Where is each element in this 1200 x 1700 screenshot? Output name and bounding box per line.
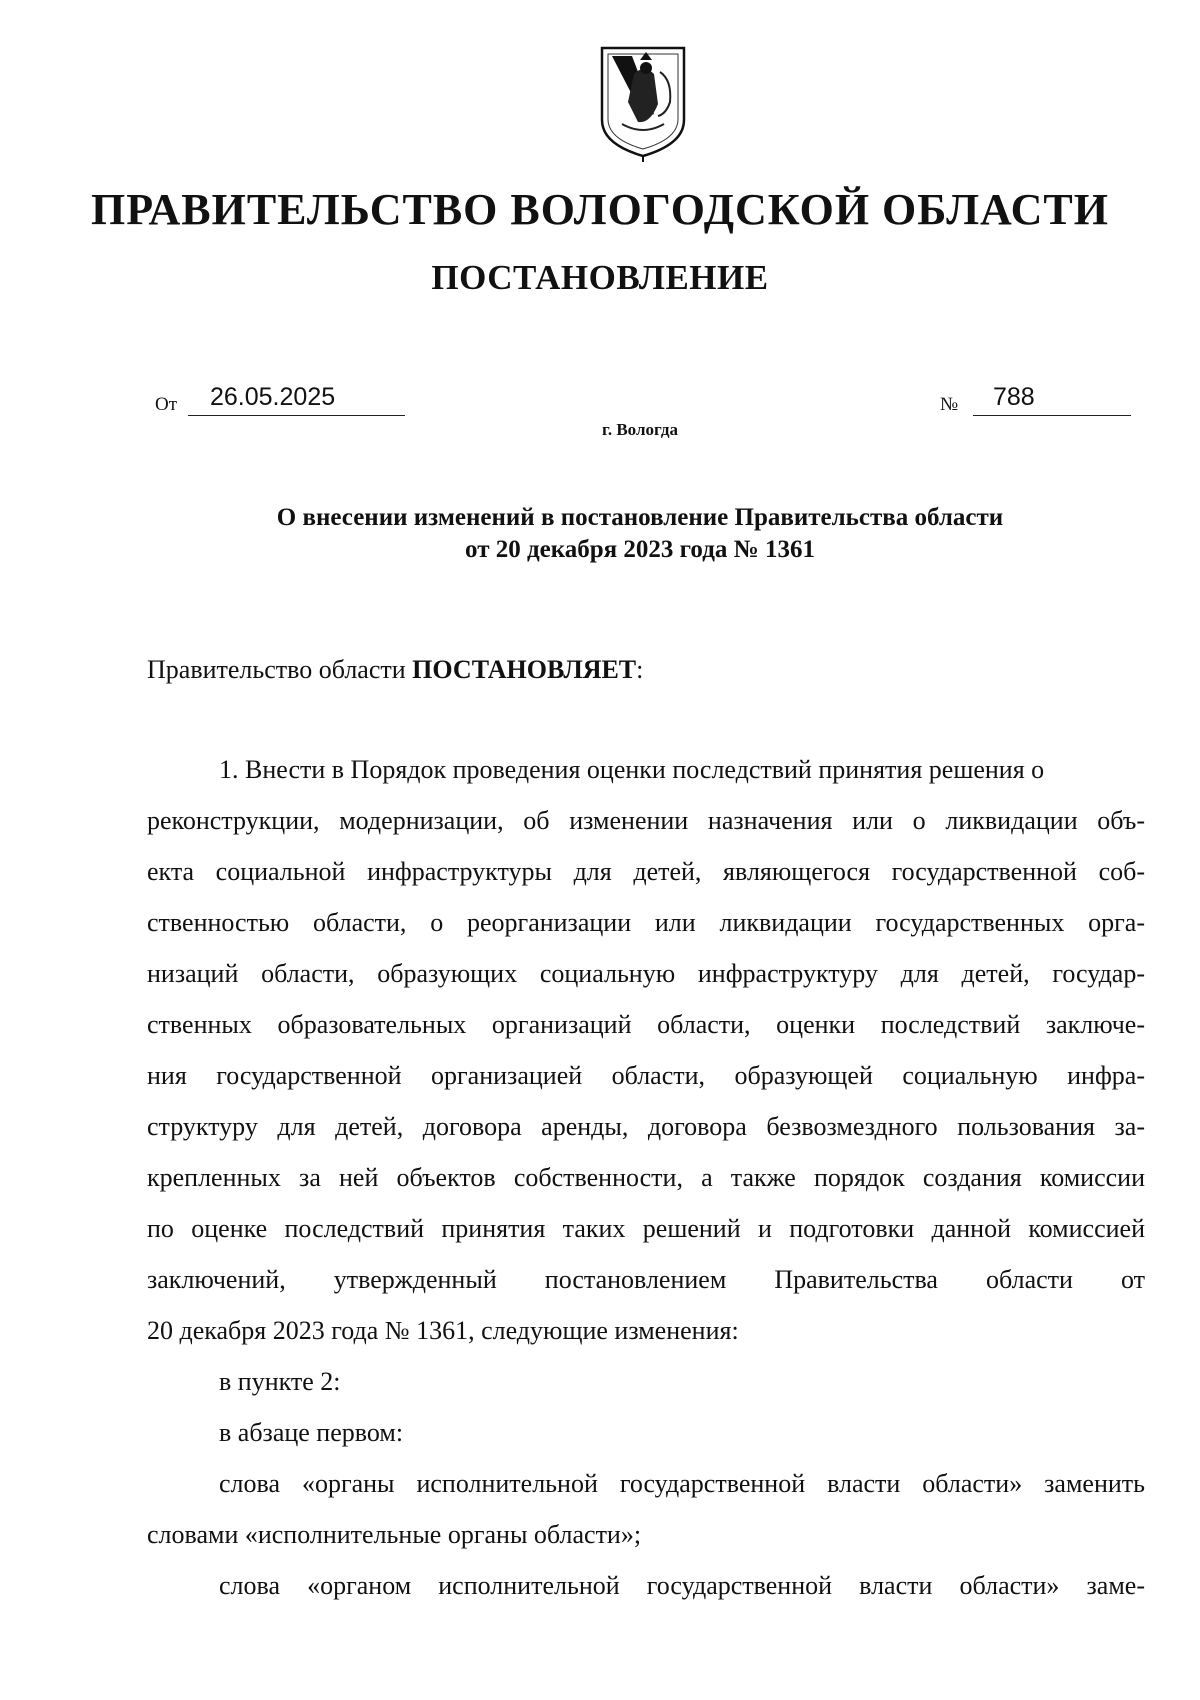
body-line: ственностью области, о реорганизации или ликвидации государственных орга- [147,908,1145,937]
number-prefix: № [940,394,959,415]
body-line: реконструкции, модернизации, об изменении назначения или о ликвидации объ- [147,806,1145,835]
preamble [147,655,643,685]
document-date: 26.05.2025 [210,383,336,411]
body-line: ственных образовательных организаций области, оценки последствий заключе- [147,1010,1145,1039]
body-line: екта социальной инфраструктуры для детей, являющегося государственной соб- [147,857,1145,886]
body-line: 20 декабря 2023 года № 1361, следующие изменения: [147,1316,739,1345]
preamble-decree-word: ПОСТАНОВЛЯЕТ [412,655,637,684]
body-line: низаций области, образующих социальную инфраструктуру для детей, государ- [147,959,1145,988]
date-number-row [0,383,1200,423]
body-line: в пункте 2: [219,1367,341,1396]
document-subject [0,502,1200,566]
body-line: слова «органом исполнительной государственной власти области» заме- [219,1571,1145,1600]
number-underline [973,415,1131,416]
body-line: 1. Внести в Порядок проведения оценки последствий принятия решения о [219,755,1045,784]
body-line: словами «исполнительные органы области»; [147,1520,642,1549]
date-underline [188,415,405,416]
subject-line: О внесении изменений в постановление Правительства области [276,504,1004,531]
document-number: 788 [993,383,1035,411]
body-line: заключений, утвержденный постановлением Правительства области от [147,1265,1145,1294]
subject-line: от 20 декабря 2023 года № 1361 [465,536,815,563]
body-line: слова «органы исполнительной государственной власти области» заменить [219,1469,1145,1498]
organization-title: ПРАВИТЕЛЬСТВО ВОЛОГОДСКОЙ ОБЛАСТИ [91,185,1109,234]
body-line: в абзаце первом: [219,1418,404,1447]
document-body [147,744,1145,1611]
body-line: структуру для детей, договора аренды, договора безвозмездного пользования за- [147,1112,1145,1141]
body-line: крепленных за ней объектов собственности, а также порядок создания комиссии [147,1163,1145,1192]
preamble-text: Правительство области [147,655,413,684]
body-line: ния государственной организацией области, образующей социальную инфра- [147,1061,1145,1090]
coat-of-arms-emblem [598,44,688,164]
date-prefix: От [155,394,178,415]
document-type: ПОСТАНОВЛЕНИЕ [431,258,769,297]
city: г. Вологда [602,420,678,439]
body-line: по оценке последствий принятия таких решений и подготовки данной комиссией [147,1214,1145,1243]
preamble-suffix: : [636,655,644,684]
